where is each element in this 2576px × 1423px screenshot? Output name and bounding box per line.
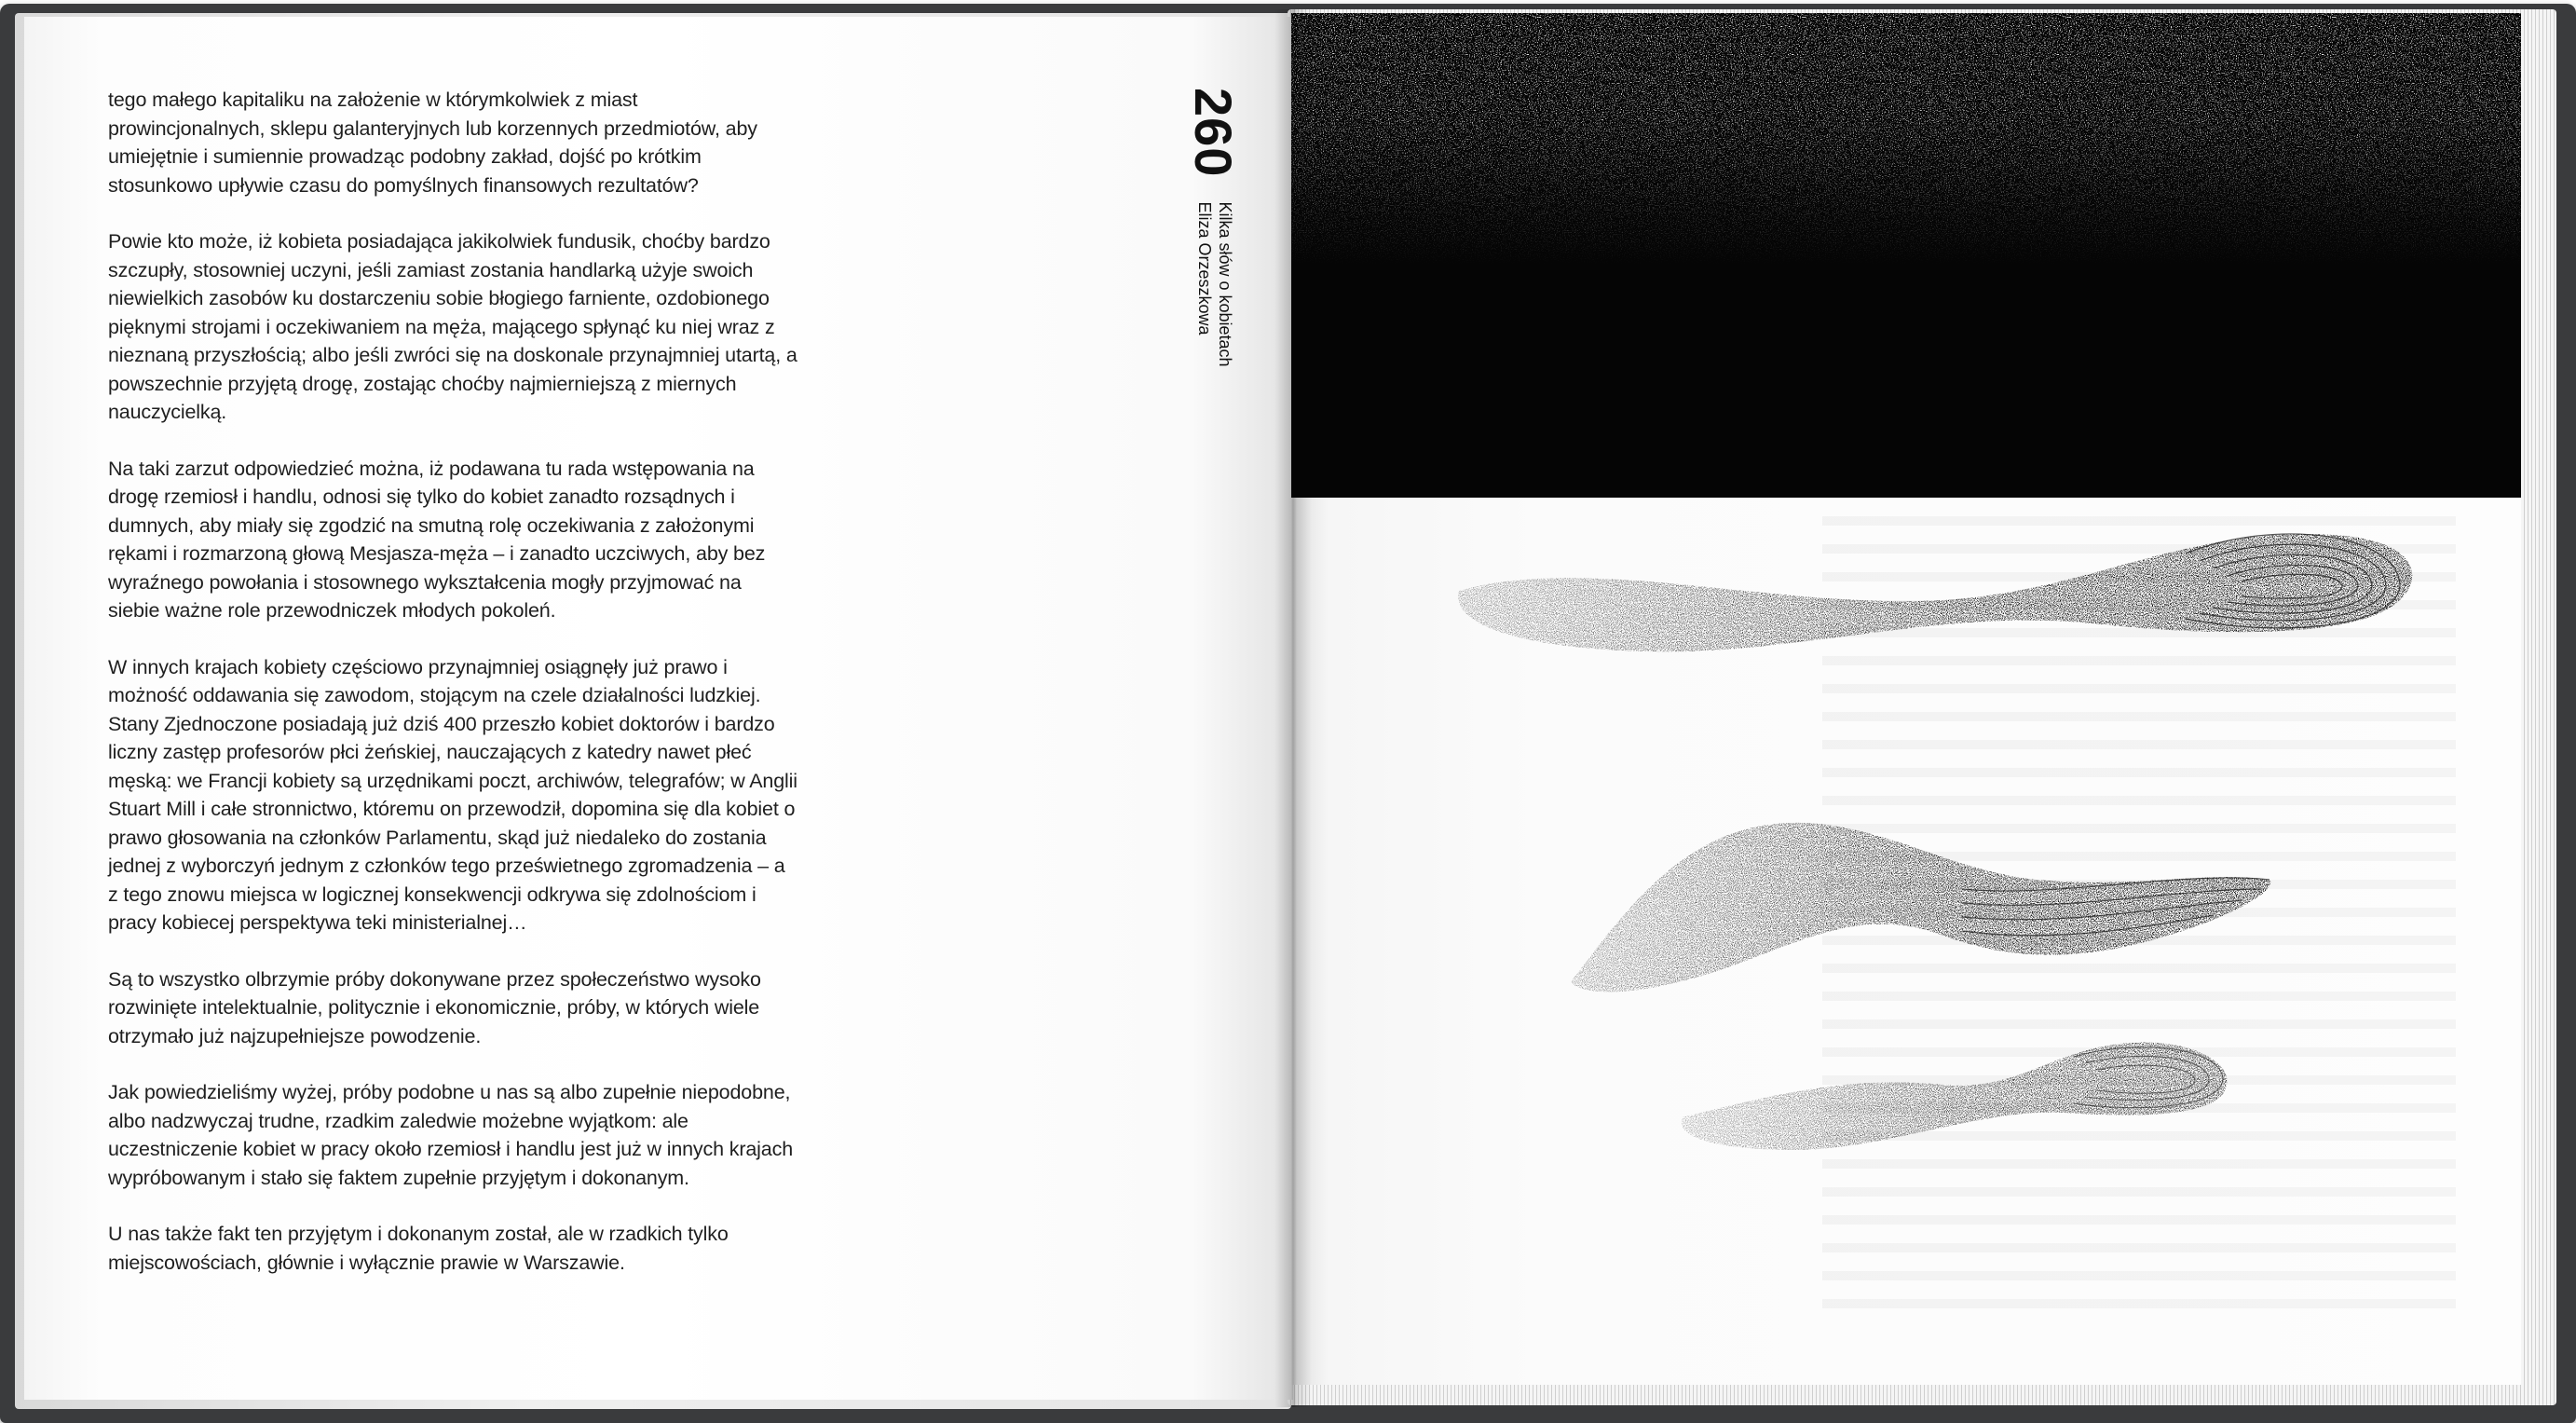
header-meta [1194,201,1239,366]
running-header [1184,88,1243,367]
paragraph: U nas także fakt ten przyjętym i dokonanym został, ale w rzadkich tylko miejscowościach, głównie i wyłącznie prawie w Warszawie. [108,1223,729,1274]
paragraph: Są to wszystko olbrzymie próby dokonywane przez społeczeństwo wysoko rozwinięte intelektualnie, politycznie i ekonomicznie, próby, w których wiele otrzymało już najzupełniejsze powodzenie. [108,967,761,1047]
paragraph: W innych krajach kobiety częściowo przynajmniej osiągnęły już prawo i możność oddawania się zawodom, stojącym na czele działalności ludzkiej. Stany Zjednoczone posiadają już dziś 400 przeszło kobiet doktorów i bardzo liczny zastęp profesorów płci żeńskiej, nauczających z katedry nawet płeć męską: we Francji kobiety są urzędnikami poczt, archiwów, telegrafów; w Anglii Stuart Mill i całe stronnictwo, któremu on przewodził, dopomina się dla kobiet o prawo głosowania na członków Parlamentu, skąd już niedaleko do zostania jednej z wyborczyń jednym z członków tego prześwietnego zgromadzenia – a z tego znowu miejsca w logicznej konsekwencji odkrywa się zdolnościom i pracy kobiecej perspektywa teki ministerialnej… [108,655,797,934]
three-particle-ribbons-icon [1291,498,2521,1299]
paragraph: Na taki zarzut odpowiedzieć można, iż podawana tu rada wstępowania na drogę rzemiosł i handlu, odnosi się tylko do kobiet zanadto rozsądnych i dumnych, aby miały się zgodzić na smutną rolę oczekiwania z założonymi rękami i rozmarzoną głową Mesjasza-męża – i zanadto uczciwych, aby bez wyraźnego powołania i stosownego wykształcenia mogły przyjmować na siebie ważne role przewodniczek młodych pokoleń. [108,457,766,622]
black-noise-gradient-icon [1291,13,2521,498]
chapter-title: Kilka słów o kobietach [1216,201,1234,367]
ribbon-top [1458,534,2412,651]
body-text [108,86,797,1305]
paragraph: Powie kto może, iż kobieta posiadająca jakikolwiek fundusik, choćby bardzo szczupły, stosowniej uczyni, jeśli zamiast zostania handlarką użyje swoich niewielkich zasobów ku dostarczeniu sobie błogiego farniente, ozdobionego pięknymi strojami i oczekiwaniem na męża, mającego spłynąć ku niej wraz z nieznaną przyszłością; albo jeśli zwróci się na doskonale przynajmniej utartą, a powszechnie przyjętą drogę, zostając choćby najmierniejszą z miernych nauczycielką. [108,230,797,423]
right-page [1291,13,2521,1385]
paragraph: tego małego kapitaliku na założenie w którymkolwiek z miast prowincjonalnych, sklepu galanteryjnych lub korzennych przedmiotów, aby umiejętnie i sumiennie prowadząc podobny zakład, dojść po krótkim stosunkowo upływie czasu do pomyślnych finansowych rezultatów? [108,89,757,197]
ribbon-bottom [1682,1042,2228,1150]
paragraph: Jak powiedzieliśmy wyżej, próby podobne u nas są albo zupełnie niepodobne, albo nadzwyczaj trudne, rzadkim zaledwie możebne wyjątkom: ale uczestniczenie kobiet w pracy około rzemiosł i handlu jest już w innych krajach wypróbowanym i stało się faktem zupełnie przyjętym i dokonanym. [108,1081,794,1189]
page-number: 260 [1184,88,1243,178]
ribbon-middle [1571,823,2270,992]
chapter-author: Eliza Orzeszkowa [1195,201,1214,335]
left-page [24,17,1293,1400]
